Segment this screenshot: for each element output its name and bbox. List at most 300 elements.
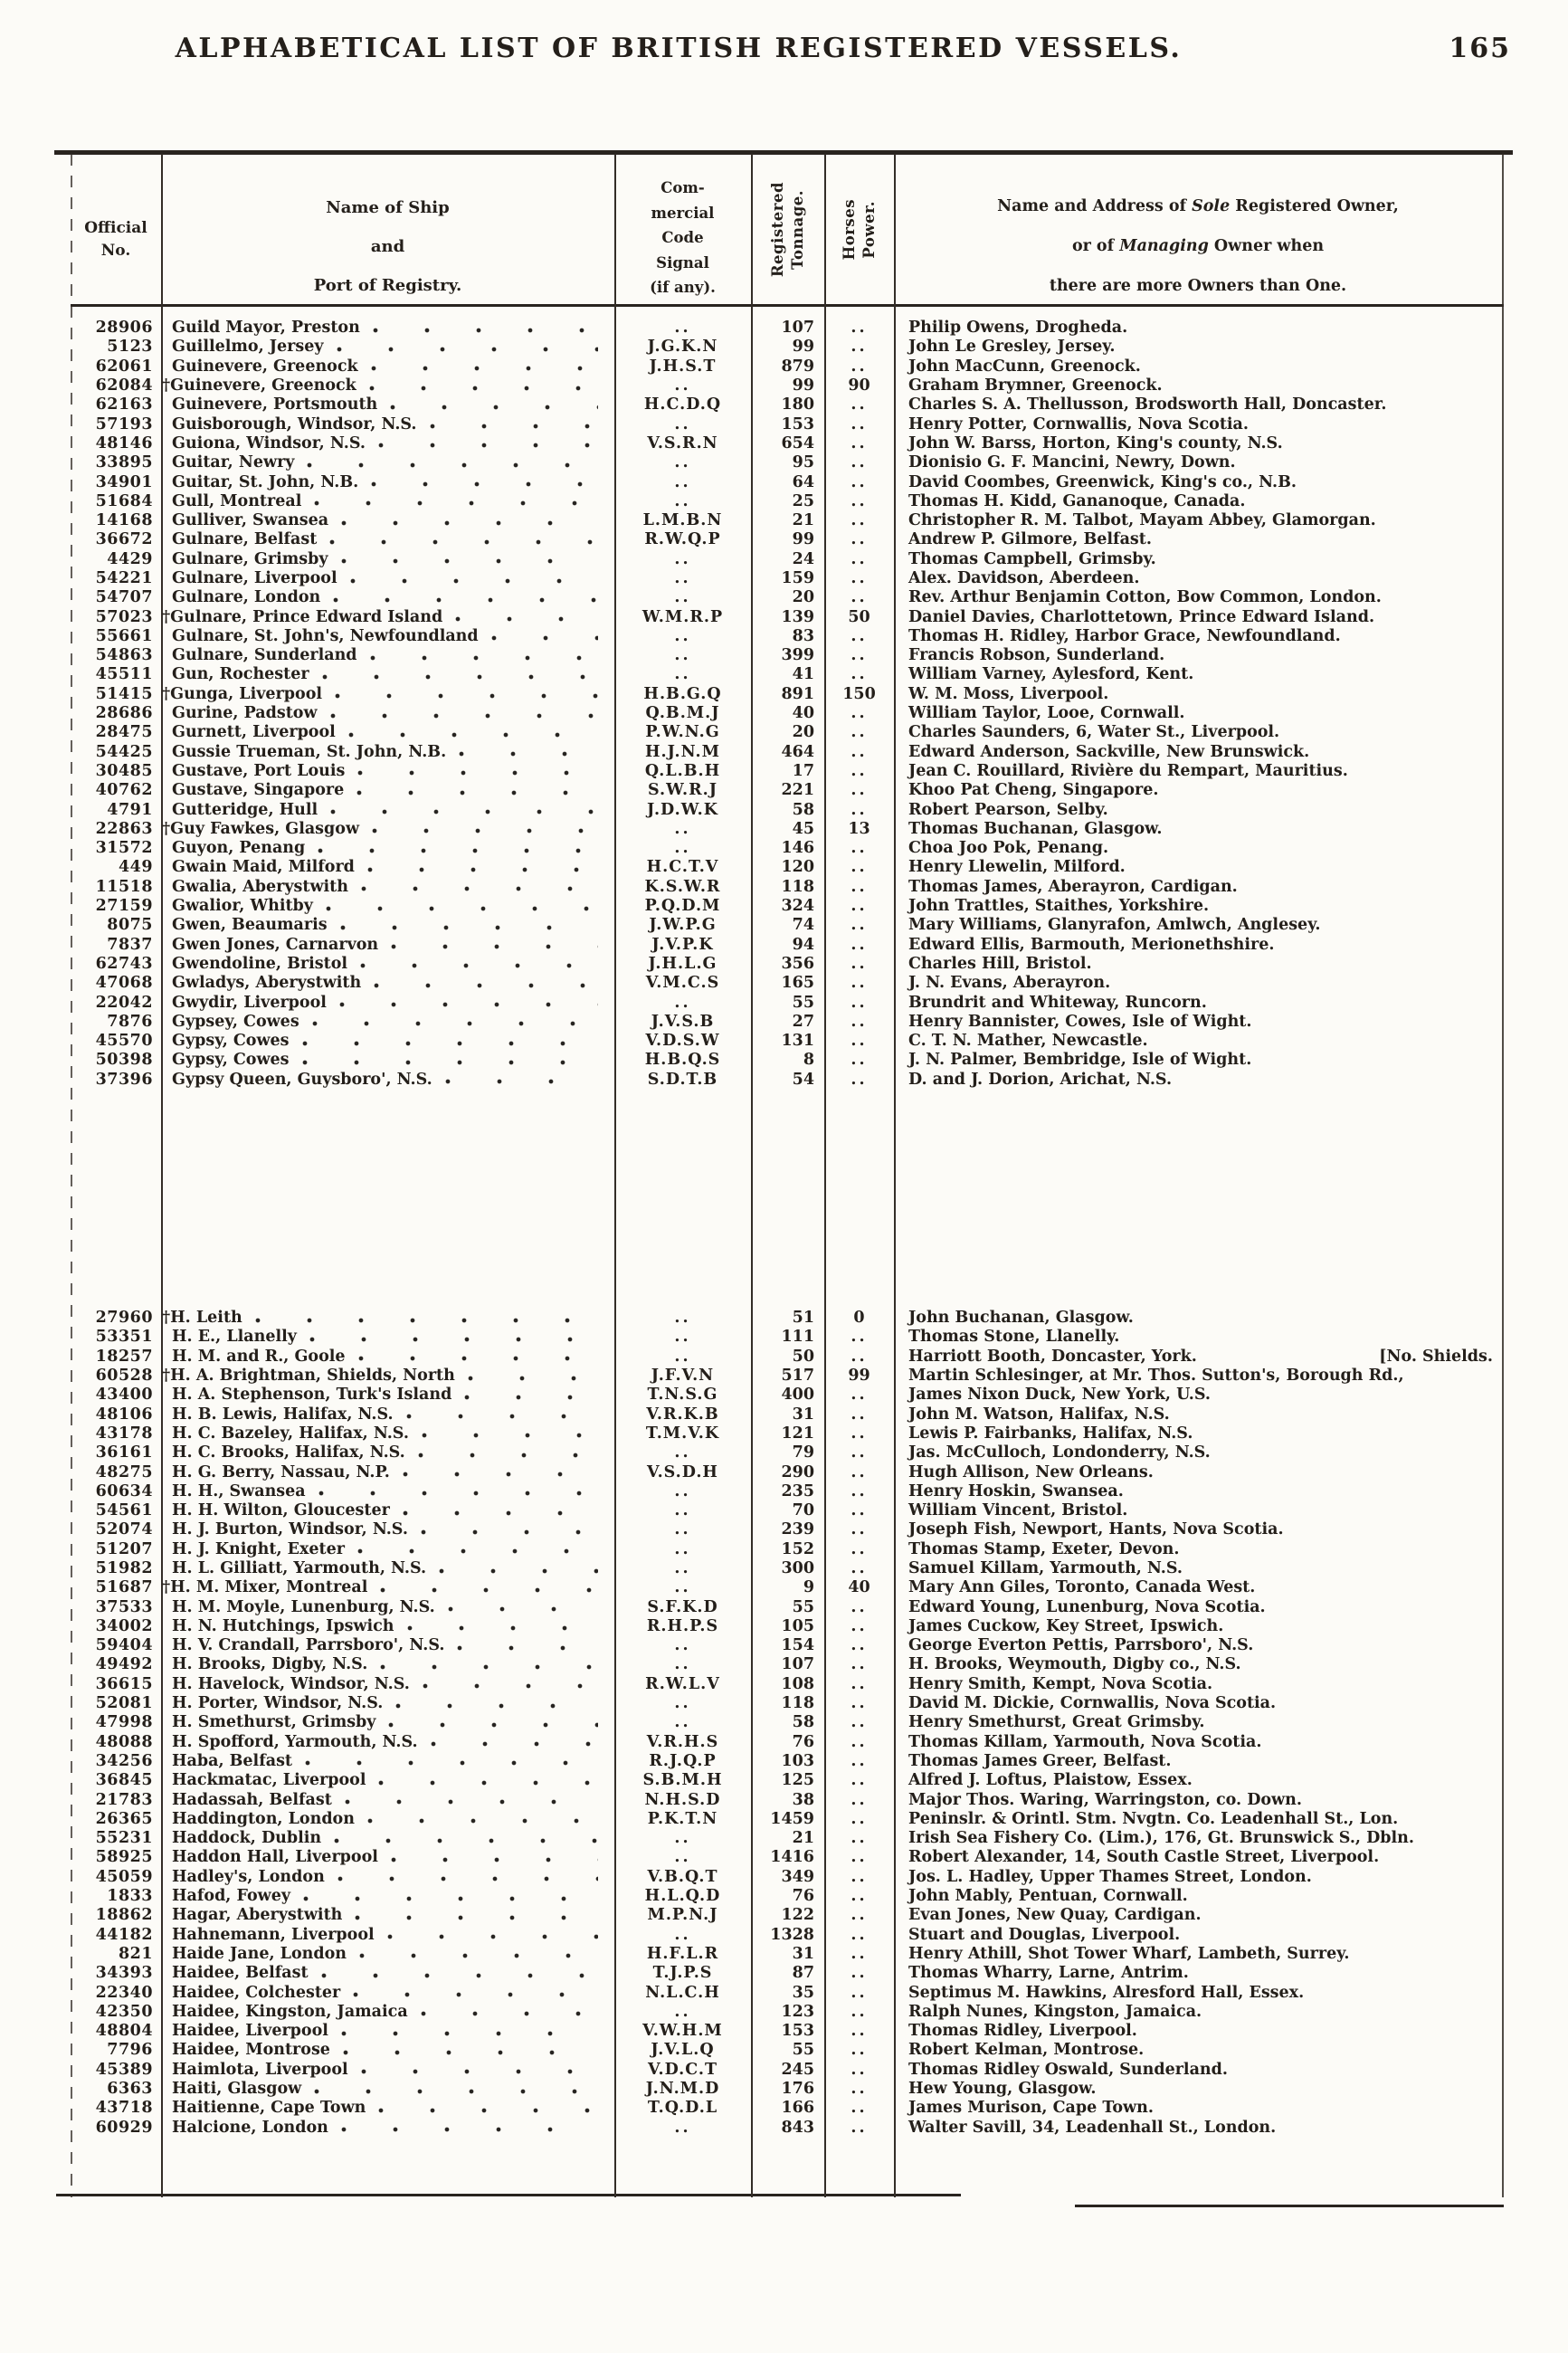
official-no-cell: 7796 bbox=[107, 2041, 153, 2060]
horsepower-cell: .. bbox=[851, 1520, 868, 1539]
owner-cell bbox=[894, 357, 1502, 376]
horsepower-cell: .. bbox=[851, 646, 868, 665]
table-row bbox=[71, 627, 1502, 646]
official-no-cell: 36845 bbox=[95, 1771, 153, 1790]
horsepower-cell: .. bbox=[851, 1983, 868, 2002]
official-no-cell: 55661 bbox=[95, 626, 153, 645]
ship-name-cell bbox=[161, 1733, 614, 1752]
official-no-cell: 28475 bbox=[95, 723, 153, 742]
code-signal-cell: J.H.S.T bbox=[649, 357, 717, 376]
ship-name: H. C. Brooks, Halifax, N.S. bbox=[172, 1443, 405, 1462]
header-text: or of bbox=[1071, 237, 1120, 255]
ship-name-cell bbox=[161, 2041, 614, 2060]
ship-name: Gull, Montreal bbox=[172, 491, 302, 510]
horsepower-cell: .. bbox=[851, 338, 868, 357]
owner-cell bbox=[894, 1848, 1502, 1867]
page-number: 165 bbox=[1449, 33, 1511, 64]
official-no-cell: 43718 bbox=[95, 2099, 153, 2118]
owner-name: John Le Gresley, Jersey. bbox=[908, 338, 1116, 357]
owner-name: Irish Sea Fishery Co. (Lim.), 176, Gt. Brunswick S., Dbln. bbox=[908, 1829, 1414, 1848]
code-signal-cell: H.C.T.V bbox=[646, 858, 719, 877]
owner-cell bbox=[894, 1367, 1502, 1386]
official-no-cell: 60528 bbox=[95, 1367, 153, 1386]
horsepower-cell: .. bbox=[851, 761, 868, 780]
header-line bbox=[894, 186, 1502, 226]
official-no-cell: 54707 bbox=[95, 588, 153, 607]
header-line bbox=[894, 226, 1502, 266]
owner-name: John Trattles, Staithes, Yorkshire. bbox=[908, 897, 1210, 916]
official-no-cell: 11518 bbox=[95, 877, 153, 896]
table-row bbox=[71, 1348, 1502, 1367]
horsepower-cell: .. bbox=[851, 1386, 868, 1405]
owner-name: Charles Saunders, 6, Water St., Liverpool. bbox=[908, 723, 1280, 742]
owner-cell bbox=[894, 1675, 1502, 1694]
leader-dots bbox=[371, 481, 598, 489]
leader-dots bbox=[334, 1837, 598, 1845]
code-signal-cell: W.M.R.P bbox=[641, 607, 724, 626]
owner-name: Ralph Nunes, Kingston, Jamaica. bbox=[908, 2002, 1202, 2021]
table-row bbox=[71, 1559, 1502, 1578]
owner-cell bbox=[894, 1386, 1502, 1405]
leader-dots bbox=[303, 1895, 598, 1903]
leader-dots bbox=[341, 557, 598, 566]
tonnage-cell: 120 bbox=[781, 858, 814, 877]
code-signal-cell: H.L.Q.D bbox=[644, 1887, 721, 1906]
code-signal-cell: .. bbox=[674, 1578, 691, 1597]
horsepower-cell: .. bbox=[851, 1597, 868, 1616]
tonnage-cell: 55 bbox=[792, 1597, 814, 1616]
official-no-cell: 40762 bbox=[95, 781, 153, 800]
ship-name-cell bbox=[161, 1309, 614, 1328]
table-row bbox=[71, 492, 1502, 511]
ship-name-cell bbox=[161, 2099, 614, 2118]
ship-name: Haimlota, Liverpool bbox=[172, 2060, 348, 2079]
header-text: Registered Owner, bbox=[1230, 197, 1399, 215]
leader-dots bbox=[330, 808, 598, 816]
ship-name-cell bbox=[161, 974, 614, 993]
leader-dots bbox=[361, 885, 598, 893]
owner-name: Hugh Allison, New Orleans. bbox=[908, 1462, 1154, 1481]
owner-cell bbox=[894, 762, 1502, 781]
tonnage-cell: 154 bbox=[781, 1636, 814, 1655]
horsepower-cell: .. bbox=[851, 1501, 868, 1520]
leader-dots bbox=[367, 1817, 598, 1825]
leader-dots bbox=[390, 404, 598, 412]
owner-cell bbox=[894, 820, 1502, 839]
tonnage-cell: 324 bbox=[781, 897, 814, 916]
owner-cell bbox=[894, 1636, 1502, 1655]
header-line: Official bbox=[84, 219, 147, 237]
official-no-cell: 54425 bbox=[95, 742, 153, 761]
code-signal-cell: .. bbox=[674, 588, 691, 607]
owner-cell bbox=[894, 781, 1502, 800]
tonnage-cell: 17 bbox=[792, 761, 814, 780]
tonnage-cell: 146 bbox=[781, 839, 814, 858]
leader-dots bbox=[314, 500, 598, 508]
horsepower-cell: .. bbox=[851, 2002, 868, 2021]
header-text-italic: Managing bbox=[1119, 237, 1209, 255]
ship-name-cell bbox=[161, 453, 614, 472]
horsepower-cell: 150 bbox=[842, 684, 876, 703]
ship-name: H. J. Knight, Exeter bbox=[172, 1539, 345, 1558]
header-line: (if any). bbox=[650, 279, 716, 296]
tonnage-cell: 517 bbox=[781, 1367, 814, 1386]
official-no-cell: 21783 bbox=[95, 1790, 153, 1809]
leader-dots bbox=[322, 673, 598, 681]
ship-name-cell bbox=[161, 1578, 614, 1597]
horsepower-cell: .. bbox=[851, 491, 868, 510]
leader-dots bbox=[359, 1952, 598, 1960]
ship-name-cell bbox=[161, 936, 614, 955]
tonnage-cell: 99 bbox=[792, 376, 814, 395]
ship-name: Guitar, Newry bbox=[172, 453, 295, 472]
table-row bbox=[71, 1810, 1502, 1829]
ship-name: Guillelmo, Jersey bbox=[172, 338, 324, 357]
horsepower-cell: .. bbox=[851, 1405, 868, 1424]
ship-name: Guild Mayor, Preston bbox=[172, 319, 360, 338]
ship-name-cell bbox=[161, 1655, 614, 1674]
ship-name: Haitienne, Cape Town bbox=[172, 2099, 366, 2118]
ship-name-cell bbox=[161, 1752, 614, 1771]
tonnage-cell: 40 bbox=[792, 704, 814, 723]
leader-dots bbox=[403, 1471, 598, 1479]
ship-name-cell bbox=[161, 395, 614, 414]
ship-name-cell bbox=[161, 1868, 614, 1887]
table-row bbox=[71, 1675, 1502, 1694]
ship-name-cell bbox=[161, 858, 614, 877]
code-signal-cell: N.L.C.H bbox=[645, 1983, 720, 2002]
horsepower-cell: .. bbox=[851, 1906, 868, 1925]
code-signal-cell: R.H.P.S bbox=[646, 1616, 719, 1635]
leader-dots bbox=[318, 847, 598, 855]
header-line: Power. bbox=[860, 201, 878, 259]
horsepower-cell: .. bbox=[851, 1964, 868, 1983]
code-signal-cell: H.C.D.Q bbox=[643, 395, 722, 414]
owner-cell bbox=[894, 588, 1502, 607]
tonnage-cell: 76 bbox=[792, 1887, 814, 1906]
leader-dots bbox=[391, 1856, 598, 1864]
tonnage-cell: 153 bbox=[781, 414, 814, 433]
header-text-italic: Sole bbox=[1192, 197, 1231, 215]
tonnage-cell: 21 bbox=[792, 1829, 814, 1848]
ship-name: Haddington, London bbox=[172, 1809, 355, 1828]
owner-cell bbox=[894, 1443, 1502, 1462]
code-signal-cell: V.S.D.H bbox=[647, 1462, 718, 1481]
code-signal-cell: .. bbox=[674, 1347, 691, 1366]
code-signal-cell: Q.L.B.H bbox=[644, 761, 721, 780]
table-row bbox=[71, 1733, 1502, 1752]
owner-name: Henry Hoskin, Swansea. bbox=[908, 1481, 1124, 1500]
leader-dots bbox=[422, 1432, 598, 1440]
owner-cell bbox=[894, 994, 1502, 1013]
leader-dots bbox=[421, 1529, 598, 1537]
header-line: Tonnage. bbox=[789, 190, 806, 270]
official-no-cell: 57193 bbox=[95, 414, 153, 433]
official-no-cell: 51687 bbox=[95, 1578, 153, 1597]
ship-name-cell bbox=[161, 723, 614, 742]
official-no-cell: 27960 bbox=[95, 1309, 153, 1328]
tonnage-cell: 38 bbox=[792, 1790, 814, 1809]
owner-name: Thomas James Greer, Belfast. bbox=[908, 1751, 1172, 1770]
ship-name-cell bbox=[161, 1848, 614, 1867]
tonnage-cell: 152 bbox=[781, 1539, 814, 1558]
owner-name: Jean C. Rouillard, Rivière du Rempart, Mauritius. bbox=[908, 761, 1348, 780]
leader-dots bbox=[423, 1682, 598, 1691]
table-row bbox=[71, 1964, 1502, 1983]
ship-name: Gustave, Singapore bbox=[172, 781, 345, 800]
ship-name-cell bbox=[161, 1051, 614, 1070]
code-signal-cell: J.G.K.N bbox=[647, 338, 718, 357]
horsepower-cell: .. bbox=[851, 530, 868, 549]
leader-dots bbox=[370, 654, 598, 662]
code-signal-cell: H.J.N.M bbox=[645, 742, 720, 761]
owner-cell bbox=[894, 1713, 1502, 1732]
ship-name: Gwen, Beaumaris bbox=[172, 916, 328, 935]
ship-name-cell bbox=[161, 376, 614, 395]
table-row bbox=[71, 319, 1502, 338]
table-row bbox=[71, 1032, 1502, 1051]
ship-name: Gulliver, Swansea bbox=[172, 511, 329, 530]
horsepower-cell: .. bbox=[851, 2022, 868, 2041]
code-signal-cell: T.N.S.G bbox=[647, 1386, 718, 1405]
code-signal-cell: .. bbox=[674, 819, 691, 838]
table-row bbox=[71, 338, 1502, 357]
official-no-cell: 52074 bbox=[95, 1520, 153, 1539]
official-no-cell: 8075 bbox=[107, 916, 153, 935]
tonnage-cell: 95 bbox=[792, 453, 814, 472]
official-no-cell: 48088 bbox=[95, 1732, 153, 1751]
table-row bbox=[71, 1713, 1502, 1732]
owner-cell bbox=[894, 858, 1502, 877]
owner-cell bbox=[894, 530, 1502, 549]
horsepower-cell: 0 bbox=[853, 1309, 865, 1328]
header-text: Owner when bbox=[1208, 237, 1325, 255]
code-signal-cell: S.F.K.D bbox=[647, 1597, 718, 1616]
table-row bbox=[71, 357, 1502, 376]
tonnage-cell: 50 bbox=[792, 1347, 814, 1366]
owner-cell bbox=[894, 1405, 1502, 1424]
owner-cell bbox=[894, 376, 1502, 395]
owner-name: J. N. Evans, Aberayron. bbox=[908, 974, 1111, 993]
owner-cell bbox=[894, 1964, 1502, 1983]
leader-dots bbox=[360, 962, 598, 970]
table-row bbox=[71, 839, 1502, 858]
owner-name: Henry Llewelin, Milford. bbox=[908, 858, 1126, 877]
code-signal-cell: L.M.B.N bbox=[642, 511, 723, 530]
ship-name: H. B. Lewis, Halifax, N.S. bbox=[172, 1405, 394, 1424]
owner-name: Thomas Ridley Oswald, Sunderland. bbox=[908, 2060, 1228, 2079]
ship-name-cell bbox=[161, 781, 614, 800]
code-signal-cell: T.M.V.K bbox=[645, 1424, 720, 1443]
owner-name: William Taylor, Looe, Cornwall. bbox=[908, 704, 1185, 723]
owner-name: D. and J. Dorion, Arichat, N.S. bbox=[908, 1070, 1173, 1089]
tonnage-cell: 21 bbox=[792, 511, 814, 530]
tonnage-cell: 76 bbox=[792, 1732, 814, 1751]
leader-dots bbox=[380, 1663, 598, 1672]
ship-name: Gutteridge, Hull bbox=[172, 800, 318, 819]
table-row bbox=[71, 762, 1502, 781]
leader-dots bbox=[372, 827, 598, 835]
ship-name: Gwydir, Liverpool bbox=[172, 993, 327, 1012]
official-no-cell: 28906 bbox=[95, 319, 153, 338]
owner-cell bbox=[894, 1032, 1502, 1051]
horsepower-cell: .. bbox=[851, 723, 868, 742]
horsepower-cell: .. bbox=[851, 1867, 868, 1886]
table-row bbox=[71, 2003, 1502, 2022]
official-no-cell: 27159 bbox=[95, 897, 153, 916]
table-row bbox=[71, 646, 1502, 665]
code-signal-cell: .. bbox=[674, 549, 691, 568]
ship-name: Gustave, Port Louis bbox=[172, 761, 346, 780]
leader-dots bbox=[341, 2126, 598, 2134]
owner-name: Jos. L. Hadley, Upper Thames Street, London. bbox=[908, 1867, 1312, 1886]
owner-name: Thomas Stamp, Exeter, Devon. bbox=[908, 1539, 1180, 1558]
ship-name: Haba, Belfast bbox=[172, 1751, 293, 1770]
table-row bbox=[71, 2022, 1502, 2041]
ship-name-cell bbox=[161, 704, 614, 723]
ship-name: H. Brooks, Digby, N.S. bbox=[172, 1655, 368, 1674]
code-signal-cell: .. bbox=[674, 993, 691, 1012]
ship-name: H. L. Gilliatt, Yarmouth, N.S. bbox=[172, 1559, 427, 1577]
table-row bbox=[71, 743, 1502, 762]
ship-name-cell bbox=[161, 878, 614, 897]
leader-dots bbox=[255, 1317, 598, 1325]
table-row bbox=[71, 1829, 1502, 1848]
code-signal-cell: V.R.K.B bbox=[646, 1405, 719, 1424]
horsepower-cell: .. bbox=[851, 916, 868, 935]
official-no-cell: 54863 bbox=[95, 646, 153, 665]
table-row bbox=[71, 1983, 1502, 2002]
ship-name: Gulnare, Belfast bbox=[172, 530, 318, 549]
leader-dots bbox=[439, 1567, 598, 1576]
header-line: Signal bbox=[656, 253, 709, 272]
official-no-cell: 43178 bbox=[95, 1424, 153, 1443]
tonnage-cell: 41 bbox=[792, 665, 814, 684]
code-signal-cell: H.B.G.Q bbox=[643, 684, 722, 703]
leader-dots bbox=[337, 1875, 598, 1883]
owner-cell bbox=[894, 1945, 1502, 1964]
owner-cell bbox=[894, 1829, 1502, 1848]
owner-name: Khoo Pat Cheng, Singapore. bbox=[908, 781, 1159, 800]
owner-cell bbox=[894, 974, 1502, 993]
ship-name-cell bbox=[161, 665, 614, 684]
table-row bbox=[71, 395, 1502, 414]
horsepower-cell: .. bbox=[851, 1713, 868, 1732]
code-signal-cell: .. bbox=[674, 1481, 691, 1500]
leader-dots bbox=[361, 2068, 598, 2076]
official-no-cell: 42350 bbox=[95, 2002, 153, 2021]
leader-dots bbox=[345, 1798, 598, 1806]
ship-name-cell bbox=[161, 994, 614, 1013]
leader-dots bbox=[373, 327, 598, 335]
owner-name: Charles S. A. Thellusson, Brodsworth Hall, Doncaster. bbox=[908, 395, 1387, 414]
leader-dots bbox=[339, 1001, 598, 1009]
tonnage-cell: 180 bbox=[781, 395, 814, 414]
tonnage-cell: 464 bbox=[781, 742, 814, 761]
official-no-cell: 62743 bbox=[95, 954, 153, 973]
ship-name-cell bbox=[161, 2119, 614, 2138]
ship-name: Gypsy, Cowes bbox=[172, 1051, 290, 1070]
ship-name: Gurnett, Liverpool bbox=[172, 723, 336, 742]
horsepower-cell: .. bbox=[851, 2118, 868, 2137]
code-signal-cell: V.M.C.S bbox=[645, 974, 720, 993]
leader-dots bbox=[468, 1375, 598, 1383]
ship-name: †Guinevere, Greenock bbox=[162, 376, 356, 395]
owner-name: Henry Bannister, Cowes, Isle of Wight. bbox=[908, 1012, 1252, 1031]
owner-cell bbox=[894, 2099, 1502, 2118]
table-row bbox=[71, 1868, 1502, 1887]
tonnage-cell: 99 bbox=[792, 338, 814, 357]
header-text: Name and Address of bbox=[997, 197, 1193, 215]
horsepower-cell: .. bbox=[851, 1070, 868, 1089]
code-signal-cell: .. bbox=[674, 569, 691, 587]
leader-dots bbox=[403, 1510, 598, 1518]
owner-cell bbox=[894, 395, 1502, 414]
owner-cell bbox=[894, 1578, 1502, 1597]
tonnage-cell: 20 bbox=[792, 723, 814, 742]
horsepower-cell: .. bbox=[851, 742, 868, 761]
ship-name: Hadassah, Belfast bbox=[172, 1790, 332, 1809]
table-row bbox=[71, 1617, 1502, 1636]
ship-name: †Guy Fawkes, Glasgow bbox=[162, 819, 360, 838]
code-signal-cell: .. bbox=[674, 626, 691, 645]
ship-name-cell bbox=[161, 1032, 614, 1051]
ship-name-cell bbox=[161, 1945, 614, 1964]
leader-dots bbox=[367, 866, 598, 874]
tonnage-cell: 221 bbox=[781, 781, 814, 800]
owner-cell bbox=[894, 569, 1502, 588]
official-no-cell: 51207 bbox=[95, 1539, 153, 1558]
horsepower-cell: .. bbox=[851, 1887, 868, 1906]
owner-name: Walter Savill, 34, Leadenhall St., London. bbox=[908, 2118, 1277, 2137]
official-no-cell: 22863 bbox=[95, 819, 153, 838]
table-row bbox=[71, 1752, 1502, 1771]
code-signal-cell: J.V.P.K bbox=[651, 935, 714, 954]
official-no-cell: 14168 bbox=[95, 511, 153, 530]
horsepower-cell: .. bbox=[851, 1751, 868, 1770]
official-no-cell: 18257 bbox=[95, 1347, 153, 1366]
owner-cell bbox=[894, 704, 1502, 723]
official-no-cell: 62061 bbox=[95, 357, 153, 376]
ship-name-cell bbox=[161, 492, 614, 511]
owner-name: David Coombes, Greenwick, King's co., N.B. bbox=[908, 472, 1297, 491]
owner-name: Philip Owens, Drogheda. bbox=[908, 319, 1128, 338]
column-header-registered-tonnage bbox=[751, 161, 824, 299]
ship-name-cell bbox=[161, 762, 614, 781]
official-no-cell: 48804 bbox=[95, 2022, 153, 2041]
tonnage-cell: 94 bbox=[792, 935, 814, 954]
tonnage-cell: 45 bbox=[792, 819, 814, 838]
leader-dots bbox=[355, 1914, 598, 1922]
ship-name: †Gunga, Liverpool bbox=[162, 684, 323, 703]
tonnage-cell: 843 bbox=[781, 2118, 814, 2137]
tonnage-cell: 35 bbox=[792, 1983, 814, 2002]
official-no-cell: 4791 bbox=[107, 800, 153, 819]
owner-cell bbox=[894, 1771, 1502, 1790]
horsepower-cell: 90 bbox=[848, 376, 870, 395]
owner-name: Graham Brymner, Greenock. bbox=[908, 376, 1163, 395]
tonnage-cell: 122 bbox=[781, 1906, 814, 1925]
ship-name: Gun, Rochester bbox=[172, 665, 309, 684]
leader-dots bbox=[464, 1394, 598, 1402]
table-row bbox=[71, 414, 1502, 433]
table-border-right bbox=[1502, 154, 1504, 2197]
table-row bbox=[71, 723, 1502, 742]
owner-name: Henry Athill, Shot Tower Wharf, Lambeth, Surrey. bbox=[908, 1944, 1350, 1963]
leader-dots bbox=[341, 519, 598, 528]
tonnage-cell: 176 bbox=[781, 2080, 814, 2099]
horsepower-cell: .. bbox=[851, 1443, 868, 1462]
